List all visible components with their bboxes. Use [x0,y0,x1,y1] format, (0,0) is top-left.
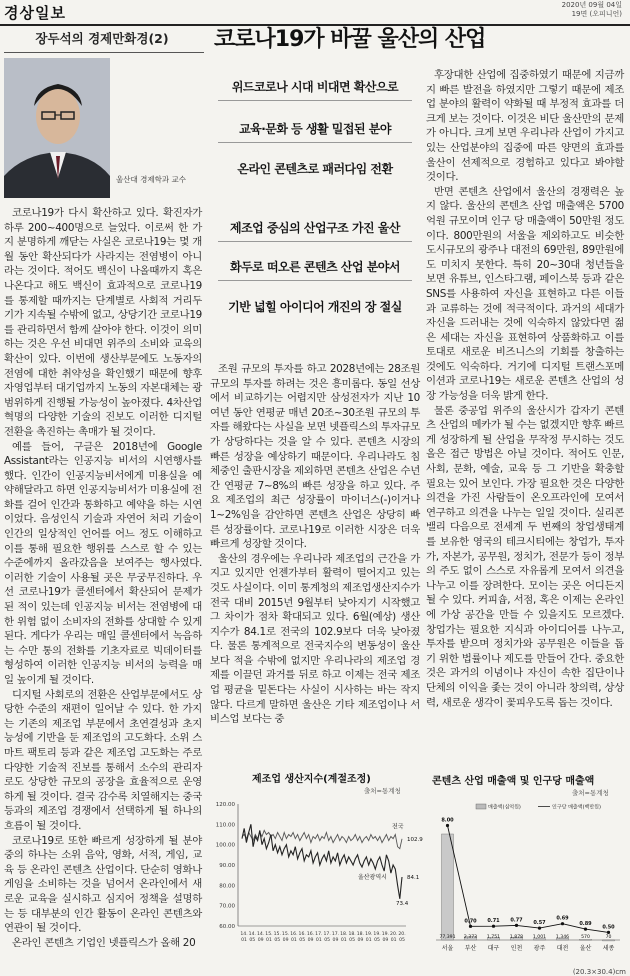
per-capita-label: 0.71 [487,918,500,925]
author-photo [4,58,110,198]
x-tick-label: 09 [382,938,389,943]
bar-sales-7 [603,940,615,941]
x-tick-label: 20. [390,932,398,937]
per-capita-point-1 [469,925,472,928]
subhead-1: 위드코로나 시대 비대면 확산으로 [231,80,399,94]
headline: 코로나19가 바꿀 울산의 산업 [214,27,486,52]
paragraph: 반면 콘텐츠 산업에서 울산의 경쟁력은 높지 않다. 울산의 콘텐츠 산업 매출액은 5700억원 규모이며 인구 당 매출액이 50만원 정도이다. 800만원의 서울을 제외하고도 비슷한 도시규모의 광주나 대전의 69만원, 89만원에도 미치지 못한다. 특히 20~30대 청년들을 보면 유튜브, 인스타그램, 페이스북 등과 같은 SNS를 사용하여 자신을 표현하고 다른 이들과 교류하는 것에 적극적이다. 과거의 세대가 자신을 드러내는 것에 익숙하지 않았다면 젊은 세대는 자신을 표현하여 상품화하고 이를 토대로 새로운 비즈니스의 기회를 창출하는 것에도 익숙하다. 거기에 디지털 트랜스포메이션과 코로나19는 새로운 콘텐츠 산업의 성장 가능성을 더욱 밝게 한다. [426,185,624,403]
per-capita-label: 0.89 [579,921,592,928]
subhead-5: 화두로 떠오른 콘텐츠 산업 분야서 [229,260,400,274]
bar-value-label: 570 [581,935,590,940]
manufacturing-index-chart [214,768,423,968]
per-capita-label: 0.70 [464,918,477,925]
per-capita-point-6 [584,927,587,930]
x-tick-label: 05 [274,938,281,943]
paragraph: 후장대한 산업에 집중하였기 때문에 지금까지 빠른 발전을 하였지만 그렇기 때문에 제조업 분야의 활력이 약화될 때 부정적 효과를 더 크게 보는 것이다. 이것은 비단 울산만의 문제가 아니다. 크게 보면 우리나라 산업이 가지고 있는 산업분야의 집중에 따른 양면의 효과를 울산이 선제적으로 경험하고 있다고 봐야할 것이다. [426,69,624,184]
subhead-divider [218,280,412,281]
chart-source: 출처=통계청 [364,787,401,795]
per-capita-label: 0.50 [602,924,615,931]
bar-value-label: 1,346 [555,935,570,940]
legend-label: 매출액(십억원) [488,804,521,811]
newspaper-logo: 경상일보 [4,4,66,22]
bar-value-label: 2,373 [463,935,478,940]
category-label: 광주 [533,945,546,952]
series-title: 장두석의 경제만화경(2) [35,31,169,46]
bar-value-label: 1,751 [486,935,501,940]
author-caption: 울산대 경제학과 교수 [116,175,186,184]
subhead-6: 기반 넓힐 아이디어 개진의 장 절실 [228,300,402,314]
x-tick-label: 19. [373,932,381,937]
x-tick-label: 09 [357,938,364,943]
x-tick-label: 19. [365,932,373,937]
x-tick-label: 17. [323,932,331,937]
per-capita-point-5 [561,922,564,925]
subhead-4: 제조업 중심의 산업구조 가진 울산 [229,221,400,235]
x-tick-label: 16. [290,932,298,937]
series-label-national: 전국 [392,823,404,831]
x-tick-label: 09 [257,938,264,943]
x-tick-label: 05 [349,938,356,943]
paragraph: 코로나19가 다시 확산하고 있다. 확진자가 하루 200~400명으로 늘었다. 이로써 한 가지 분명하게 깨닫는 사실은 코로나19는 몇 개월 동안 확산되다가 사라지는 전염병이 아니라는 것이다. 적어도 백신이 나올때까지 혹은 나온다고 해도 백신이 효과적으로 코로나19를 통제할 때까지는 단계별로 사회적 거리두기가 지속될 수밖에 없고, 상당기간 코로나19를 관리하면서 함께 살아야 한다. 이것이 의미하는 것은 우선 비대면 위주의 소비와 교육의 확산이 있다. 이번에 생산부문에도 노동자의 전염에 대한 취약성을 확인했기 때문에 향후 자영업부터 대기업까지 노동의 자본대체는 광범위하게 진행될 가능성이 높아졌다. 4차산업혁명의 다양한 기술의 진보도 이러한 디지털 전환을 촉진하는 촉매가 될 것이다. [4,207,202,438]
publication-date: 2020년 09월 04일 [561,1,622,9]
x-tick-label: 17. [331,932,340,937]
publication-info [562,1,622,19]
per-capita-label: 0.77 [510,917,523,924]
x-tick-label: 05 [249,938,256,943]
x-tick-label: 09 [332,938,339,943]
x-tick-label: 18. [348,932,356,937]
paragraph: 조원 규모의 투자를 하고 2028년에는 28조원 규모의 투자를 하려는 것은 흥미롭다. 동일 선상에서 비교하기는 어렵지만 삼성전자가 지난 10여년 동안 연평균 매년 20조~30조원 규모의 투자를 해왔다는 사실을 보면 넷플릭스의 투자규모가 상당하다는 것을 알 수 있다. 콘텐츠 시장의 빠른 성장을 예상하기 때문이다. 우리나라도 침체중인 출판시장을 제외하면 콘텐츠 산업은 수년 간 연평균 7~8%의 빠른 성장을 하고 있다. 주요 제조업의 최근 성장률이 마이너스(-)이거나 1~2%임을 감안하면 콘텐츠 산업은 상당히 빠른 성장률이다. 코로나19로 이러한 시장은 더욱 빠르게 성장할 것이다. [210,363,420,551]
content-industry-chart [426,768,626,968]
legend-swatch-sales [476,804,486,809]
page-number: 19면 (오피니언) [571,10,622,18]
per-capita-line [448,826,609,933]
x-tick-label: 01 [241,938,247,943]
x-tick-label: 01 [315,938,322,943]
y-tick-label: 110.00 [215,822,235,829]
category-label: 서울 [441,945,454,952]
y-tick-label: 70.00 [219,903,235,910]
series-rule [4,52,204,53]
paragraph: 온라인 콘텐츠 기업인 넷플릭스가 올해 20 [12,936,196,949]
per-capita-point-2 [492,925,495,928]
x-tick-label: 15. [273,932,281,937]
x-tick-label: 05 [299,938,306,943]
x-tick-label: 19. [381,932,390,937]
category-label: 울산 [579,945,592,952]
x-tick-label: 14. [256,932,265,937]
per-capita-point-3 [515,924,518,927]
bar-value-label: 70 [605,935,612,940]
x-tick-label: 14. [248,932,256,937]
data-label: 73.4 [396,900,409,907]
x-tick-label: 18. [356,932,365,937]
x-tick-label: 05 [399,938,405,943]
per-capita-point-4 [538,927,541,930]
per-capita-label: 8.00 [441,817,454,824]
bar-chart-canvas [426,768,626,968]
article-column-right [426,68,624,762]
paragraph: 디지털 사회로의 전환은 산업부문에서도 상당한 수준의 재편이 일어날 수 있다. 한 가지는 기존의 제조업 부문에서 초연결성과 초지능성에 기반을 둔 제조업의 고도화다. 소위 스마트 팩토리 등과 같은 제조업 고도화는 주로 다양한 기술적 진보를 통해서 소수의 관리자로도 상당한 규모의 공장을 효율적으로 운영하게 될 것이다. 결국 감수록 치열해지는 중국 등과의 제조업 경쟁에서 선택하게 될 하나의 흐름이 될 것이다. [4,688,202,832]
data-label: 102.9 [407,836,423,843]
y-tick-label: 100.00 [215,842,235,849]
size-footer: (20.3×30.4)cm [572,968,626,976]
x-tick-label: 09 [307,938,314,943]
category-label: 인천 [510,945,523,952]
bar-value-label: 1,878 [509,935,524,940]
article-column-middle [210,362,420,758]
x-tick-label: 09 [282,938,289,943]
category-label: 세종 [602,945,615,952]
series-line-ulsan [242,824,402,899]
paragraph: 물론 중공업 위주의 울산시가 갑자기 콘텐츠 산업의 메카가 될 수는 없겠지만 향후 빠르게 성장하게 될 산업을 무작정 무시하는 것도 올은 접근 방법은 아닐 것이다. 적어도 인문, 사회, 문화, 예술, 교육 등 그 기반을 확충할 필요는 있어 보인다. 가장 필요한 것은 다양한 의견을 가진 사람들이 온오프라인에 모여서 연구하고 의견을 나누는 일일 것이다. 실리콘 밸리 다음으로 전세계 두 번째의 창업생태계를 보유한 영국의 테크시티에는 창업가, 투자가, 자본가, 공무원, 정치가, 전문가 등이 정부의 주도 없이 스스로 자유롭게 모여서 의견을 나누고 이를 장려한다. 모이는 곳은 어디든지 될 수 있다. 커피숍, 서점, 혹은 이제는 온라인에 가상 공간을 만들 수 있을지도 모르겠다. 창업가는 필요한 지식과 아이디어를 나누고, 투자를 받으며 정치가와 공무원은 이들을 돕기 위한 법률이나 제도를 만들어 간다. 중요한 것은 과거의 이념이나 자신이 속한 집단이나 단체의 이익을 좇는 것이 아니라 창의력, 상상력, 새로운 생각이 꽃피우도록 돕는 것이다. [426,404,624,709]
paragraph: 예를 들어, 구글은 2018년에 Google Assistant라는 인공지능 비서의 시연행사를 했다. 인간이 인공지능비서에게 미용실을 예약해달라고 하면 인공지능비서가 미용실에 전화를 걸어 인간과 통화하고 예약을 하는 시연이었다. 음성인식 기술과 자연어 처리 기술이 인간의 일상적인 언어를 어느 정도 이해하고 이를 통해 필요한 행위를 스스로 할 수 있는 수준에까지 올라갔음을 보여주는 행사였다. 이러한 기술이 사용될 곳은 무궁무진하다. 우선 코로나19가 콜센터에서 확산되어 문제가 된 적이 있는데 인공지능 비서는 전염병에 대한 위험 없이 소비자의 전화를 상대할 수 있게 된다. 게다가 우리는 매일 콜센터에서 녹음하는 수만 통의 전화를 기초자료로 빅데이터를 형성하여 이러한 인공지능 비서의 능력을 매일 높이게 될 것이다. [4,440,202,686]
x-tick-label: 16. [298,932,306,937]
x-tick-label: 01 [266,938,272,943]
x-tick-label: 20. [398,932,406,937]
x-tick-label: 18. [340,932,348,937]
y-tick-label: 60.00 [219,924,235,930]
x-tick-label: 01 [390,938,397,943]
paragraph: 코로나19로 또한 빠르게 성장하게 될 분야 중의 하나는 소위 음악, 영화, 서적, 게임, 교육 등 온라인 콘텐츠 산업이다. 단순히 영화나 게임을 소비하는 것을 넘어서 온라인에서 새로운 교육을 실시하고 심지어 정책을 설명하는 등 대부분의 인간 활동이 온라인 콘텐츠와 연관이 될 것이다. [4,834,202,935]
masthead [0,0,630,24]
bar-sales-0 [442,834,454,940]
chart-title: 제조업 생산지수(계절조정) [252,774,371,785]
y-tick-label: 120.00 [215,802,235,808]
x-tick-label: 05 [374,938,380,943]
chart-title: 콘텐츠 산업 매출액 및 인구당 매출액 [432,776,595,787]
y-tick-label: 80.00 [219,883,235,890]
subhead-divider [218,100,412,101]
article-column-left [4,206,202,972]
author-portrait-icon [4,58,110,198]
x-tick-label: 17. [315,932,323,937]
bar-value-label: 77,391 [439,935,456,940]
x-tick-label: 15. [281,932,290,937]
subhead-divider [218,142,412,143]
series-label-ulsan: 울산광역시 [358,874,387,882]
category-label: 대구 [487,945,500,952]
paragraph: 울산의 경우에는 우리나라 제조업의 근간을 가지고 있지만 언젠가부터 활력이 떨어지고 있는 것도 사실이다. 이미 통계청의 제조업생산지수가 전국 대비 2015년 9월부터 낮아지기 시작했고 그 차이가 점차 확대되고 있다. 6월(예상) 생산지수가 84.1로 전국의 102.9보다 더욱 낮아졌다. 물론 통계적으로 전국지수의 변동성이 울산보다 적을 수밖에 없지만 우리나라의 제조업 경제를 이끌던 과거를 뒤로 하고 이제는 전국 제조업 평균을 밑돈다는 사실이 시사하는 바는 작지 않다. 다르게 말하면 울산은 기타 제조업이나 서비스업 보다는 중 [210,552,420,726]
x-tick-label: 15. [265,932,273,937]
bar-value-label: 1,001 [532,935,547,940]
x-tick-label: 01 [365,938,372,943]
x-tick-label: 14. [240,932,248,937]
data-label: 84.1 [407,874,420,881]
y-tick-label: 90.00 [219,863,235,869]
category-label: 대전 [556,945,569,952]
per-capita-point-0 [446,824,449,827]
per-capita-label: 0.69 [556,915,569,922]
legend-label: 인구당 매출액(백만원) [552,804,601,811]
subhead-divider [218,241,412,242]
subhead-3: 온라인 콘텐츠로 패러다임 전환 [237,162,393,176]
category-label: 부산 [464,945,477,952]
per-capita-point-7 [607,931,610,934]
per-capita-label: 0.57 [533,920,546,927]
subhead-2: 교육·문화 등 생활 밀접된 분야 [239,122,391,136]
x-tick-label: 16. [306,932,315,937]
line-chart-canvas [214,768,423,968]
x-tick-label: 01 [340,938,347,943]
chart-source: 출처=통계청 [572,789,609,797]
x-tick-label: 05 [324,938,331,943]
x-tick-label: 01 [290,938,297,943]
